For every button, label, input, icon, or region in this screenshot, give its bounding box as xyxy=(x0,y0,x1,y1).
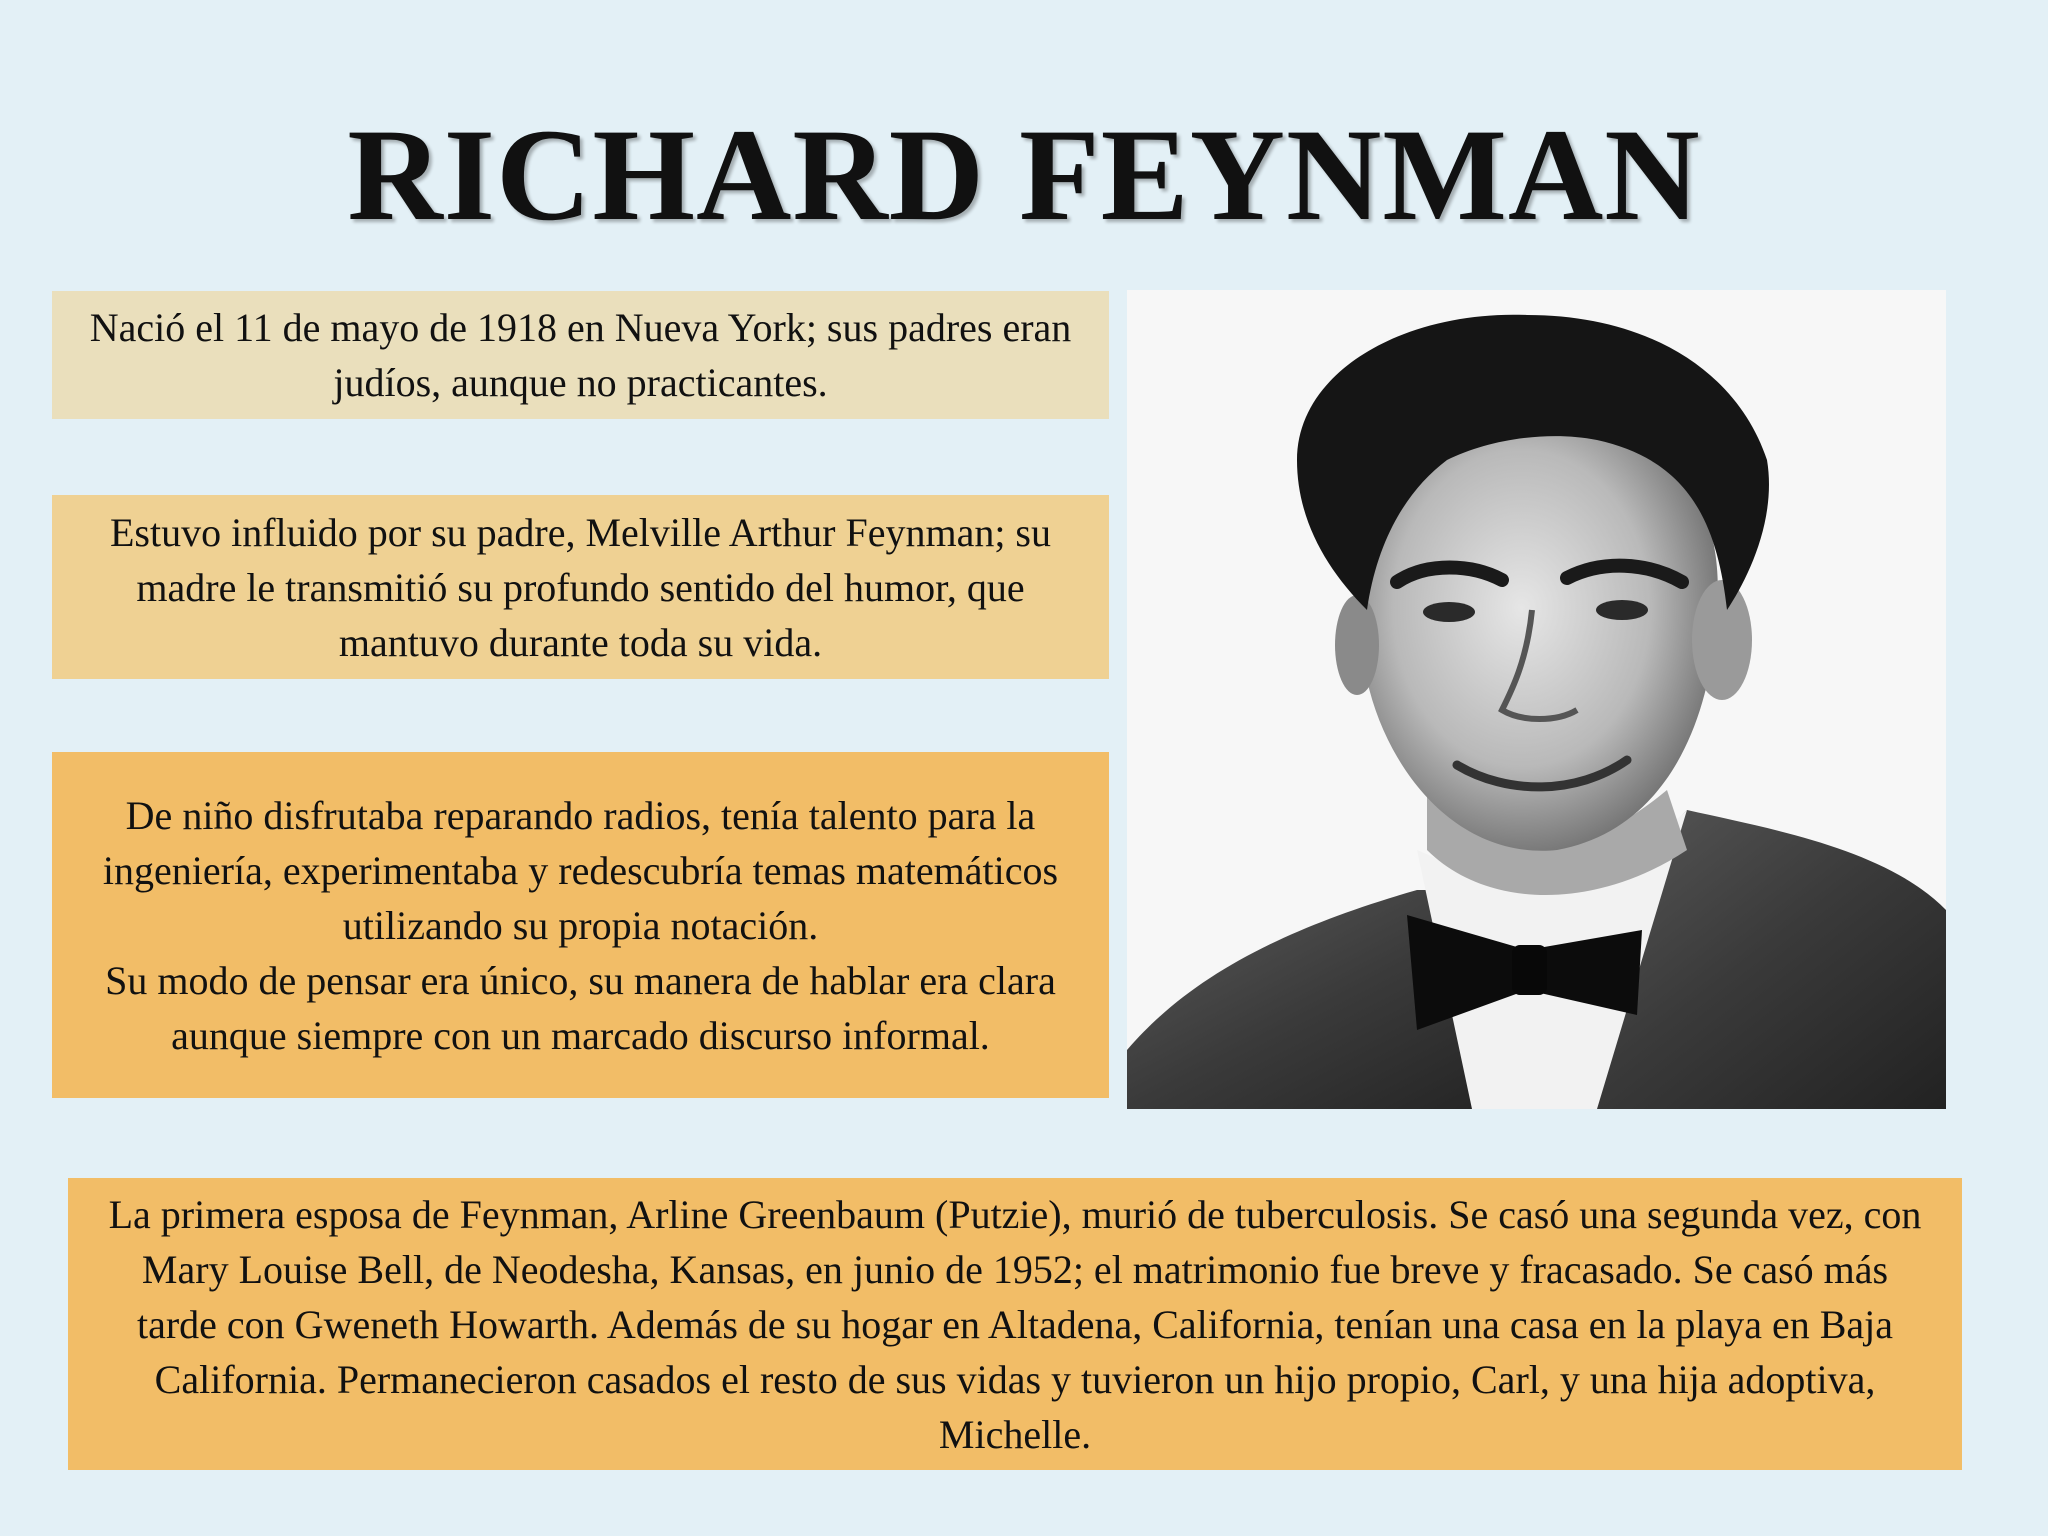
childhood-paragraph-2: Su modo de pensar era único, su manera de hablar era clara aunque siempre con un marcado discurso informal. xyxy=(105,957,1056,1058)
slide-title: RICHARD FEYNMAN xyxy=(347,101,1701,248)
family-text: La primera esposa de Feynman, Arline Greenbaum (Putzie), murió de tuberculosis. Se casó una segunda vez, con Mary Louise Bell, de Neodesha, Kansas, en junio de 1952; el matrimonio fue breve y fracasado. Se casó más tarde con Gweneth Howarth. Además de su hogar en Altadena, California, tenían una casa en la playa en Baja California. Permanecieron casados el resto de sus vidas y tuvieron un hijo propio, Carl, y una hija adoptiva, Michelle. xyxy=(108,1191,1922,1457)
childhood-text xyxy=(76,788,1085,1063)
influence-text: Estuvo influido por su padre, Melville Arthur Feynman; su madre le transmitió su profundo sentido del humor, que mantuvo durante toda su vida. xyxy=(110,509,1051,665)
influence-text-box xyxy=(52,495,1109,679)
childhood-paragraph-1: De niño disfrutaba reparando radios, tenía talento para la ingeniería, experimentaba y redescubría temas matemáticos utilizando su propia notación. xyxy=(102,792,1059,948)
portrait-photo xyxy=(1127,290,1946,1109)
birth-text: Nació el 11 de mayo de 1918 en Nueva York; sus padres eran judíos, aunque no practicantes. xyxy=(89,305,1072,405)
birth-text-box xyxy=(52,291,1109,419)
portrait-image xyxy=(1127,290,1946,1109)
family-text-box xyxy=(68,1178,1962,1470)
childhood-text-box xyxy=(52,752,1109,1098)
